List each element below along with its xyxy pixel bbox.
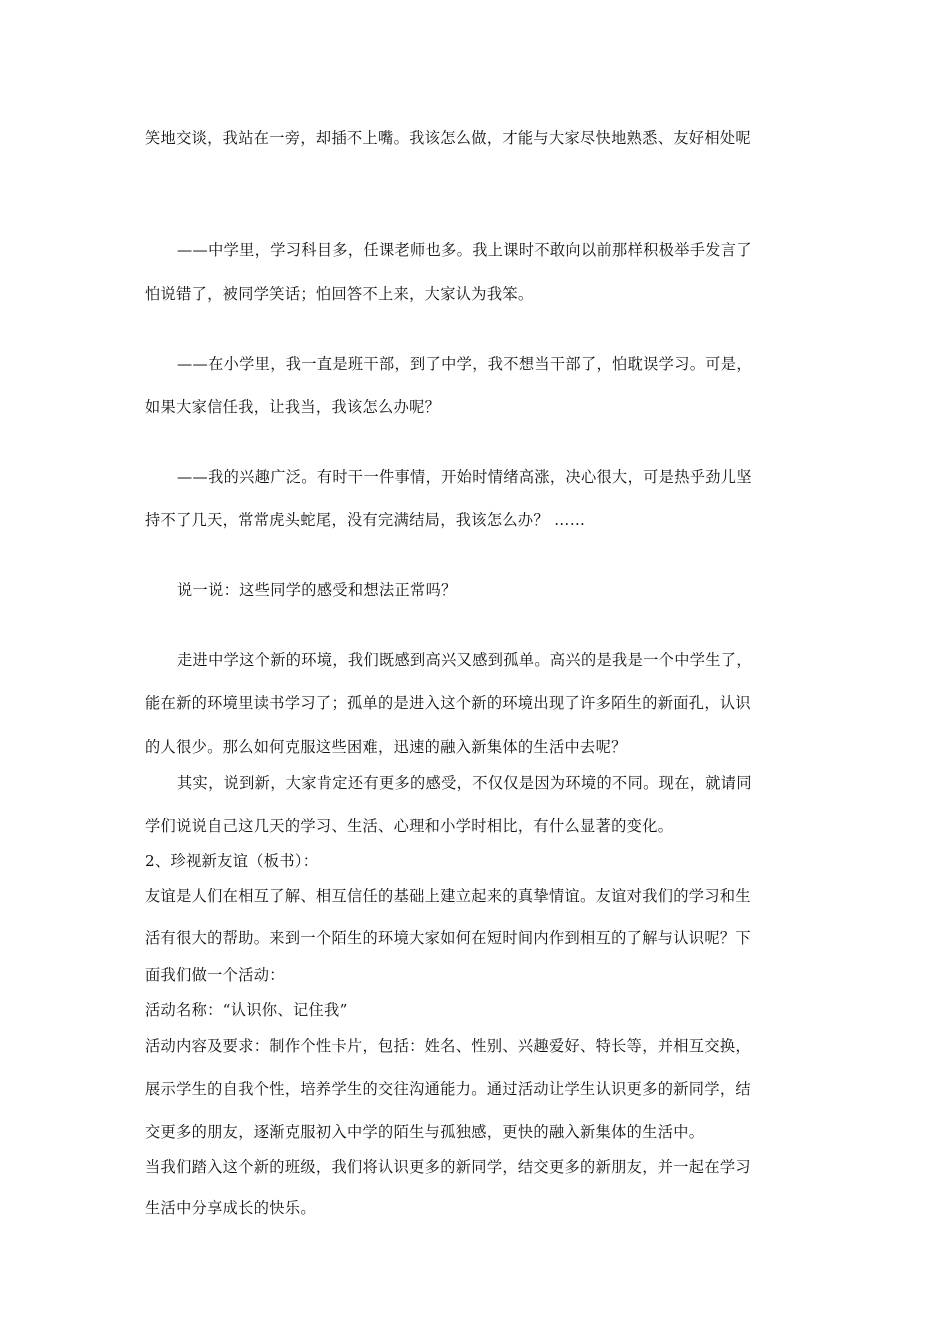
text-line: 友谊是人们在相互了解、相互信任的基础上建立起来的真挚情谊。友谊对我们的学习和生 xyxy=(145,887,751,905)
text-line: 持不了几天，常常虎头蛇尾，没有完满结局，我该怎么办？ …… xyxy=(145,511,586,529)
text-line: 如果大家信任我，让我当，我该怎么办呢？ xyxy=(145,398,441,416)
text-line: 笑地交谈，我站在一旁，却插不上嘴。我该怎么做，才能与大家尽快地熟悉、友好相处呢 xyxy=(145,129,751,147)
text-line: ——我的兴趣广泛。有时干一件事情，开始时情绪高涨，决心很大，可是热乎劲儿坚 xyxy=(177,468,752,486)
text-line: 交更多的朋友，逐渐克服初入中学的陌生与孤独感，更快的融入新集体的生活中。 xyxy=(145,1123,705,1141)
text-line: 活有很大的帮助。来到一个陌生的环境大家如何在短时间内作到相互的了解与认识呢？下 xyxy=(145,929,751,947)
section-heading: 2、珍视新友谊（板书）： xyxy=(145,852,319,870)
text-line: 的人很少。那么如何克服这些困难，迅速的融入新集体的生活中去呢？ xyxy=(145,738,627,756)
text-line: 说一说：这些同学的感受和想法正常吗？ xyxy=(177,581,457,599)
text-line: 活动内容及要求：制作个性卡片，包括：姓名、性别、兴趣爱好、特长等，并相互交换， xyxy=(145,1037,751,1055)
text-line: 展示学生的自我个性，培养学生的交往沟通能力。通过活动让学生认识更多的新同学，结 xyxy=(145,1080,751,1098)
text-line: 生活中分享成长的快乐。 xyxy=(145,1199,316,1217)
text-line: 活动名称：“认识你、记住我” xyxy=(145,1001,348,1019)
text-line: 怕说错了，被同学笑话；怕回答不上来，大家认为我笨。 xyxy=(145,285,534,303)
text-line: ——在小学里，我一直是班干部，到了中学，我不想当干部了，怕耽误学习。可是， xyxy=(177,355,752,373)
text-line: 面我们做一个活动： xyxy=(145,966,285,984)
text-line: 走进中学这个新的环境，我们既感到高兴又感到孤单。高兴的是我是一个中学生了， xyxy=(177,651,752,669)
text-line: ——中学里，学习科目多，任课老师也多。我上课时不敢向以前那样积极举手发言了 xyxy=(177,241,752,259)
text-line: 学们说说自己这几天的学习、生活、心理和小学时相比，有什么显著的变化。 xyxy=(145,817,674,835)
text-line: 当我们踏入这个新的班级，我们将认识更多的新同学，结交更多的新朋友，并一起在学习 xyxy=(145,1158,751,1176)
text-line: 其实，说到新，大家肯定还有更多的感受，不仅仅是因为环境的不同。现在，就请同 xyxy=(177,774,752,792)
text-line: 能在新的环境里读书学习了；孤单的是进入这个新的环境出现了许多陌生的新面孔，认识 xyxy=(145,694,751,712)
